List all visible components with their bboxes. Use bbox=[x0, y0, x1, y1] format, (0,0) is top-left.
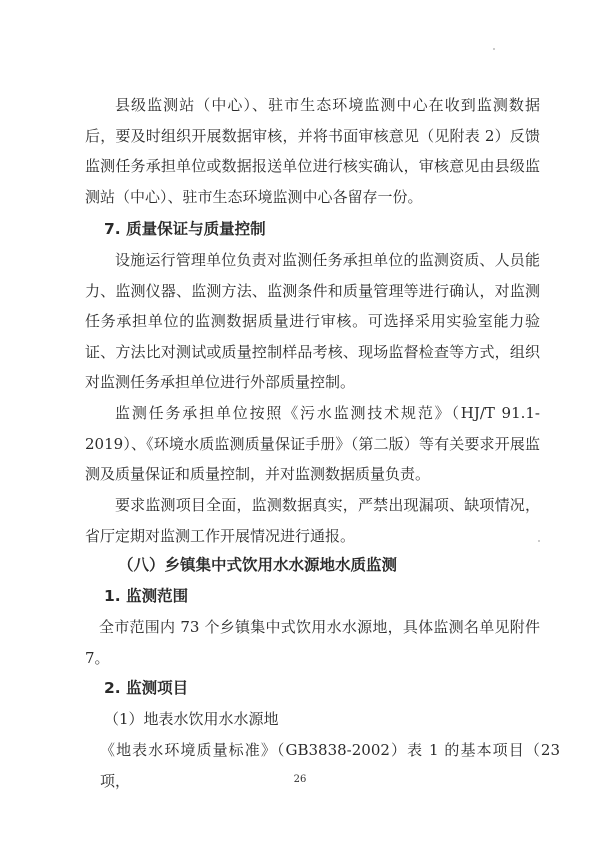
item-surface-water-source: （1）地表水饮用水水源地 bbox=[104, 710, 279, 728]
scan-speck bbox=[493, 48, 495, 50]
heading-monitoring-items: 2. 监测项目 bbox=[104, 679, 189, 697]
page-number: 26 bbox=[293, 774, 307, 785]
paragraph-monitoring-requirements: 要求监测项目全面，监测数据真实，严禁出现漏项、缺项情况，省厅定期对监测工作开展情况进行通报。 bbox=[85, 496, 540, 545]
paragraph-monitoring-scope: 全市范围内 73 个乡镇集中式饮用水水源地，具体监测名单见附件 7。 bbox=[85, 618, 540, 667]
heading-monitoring-scope: 1. 监测范围 bbox=[104, 587, 189, 605]
paragraph-facility-management: 设施运行管理单位负责对监测任务承担单位的监测资质、人员能力、监测仪器、监测方法、监测条件和质量管理等进行确认，对监测任务承担单位的监测数据质量进行审核。可选择采用实验室能力验证、方法比对测试或质量控制样品考核、现场监督检查等方式，组织对监测任务承担单位进行外部质量控制。 bbox=[85, 251, 540, 391]
heading-quality-assurance: 7. 质量保证与质量控制 bbox=[104, 220, 266, 238]
paragraph-data-review: 县级监测站（中心）、驻市生态环境监测中心在收到监测数据后，要及时组织开展数据审核，并将书面审核意见（见附表 2）反馈监测任务承担单位或数据报送单位进行核实确认，审核意见由县级监测站（中心）、驻市生态环境监测中心各留存一份。 bbox=[85, 96, 540, 206]
section-heading-township-water-source: （八）乡镇集中式饮用水水源地水质监测 bbox=[118, 556, 398, 574]
paragraph-surface-water-standard: 《地表水环境质量标准》（GB3838-2002）表 1 的基本项目（23 项， bbox=[100, 741, 560, 790]
scan-speck bbox=[538, 540, 540, 542]
paragraph-monitoring-standards: 监测任务承担单位按照《污水监测技术规范》（HJ/T 91.1-2019）、《环境水质监测质量保证手册》（第二版）等有关要求开展监测及质量保证和质量控制，并对监测数据质量负责。 bbox=[85, 404, 540, 483]
